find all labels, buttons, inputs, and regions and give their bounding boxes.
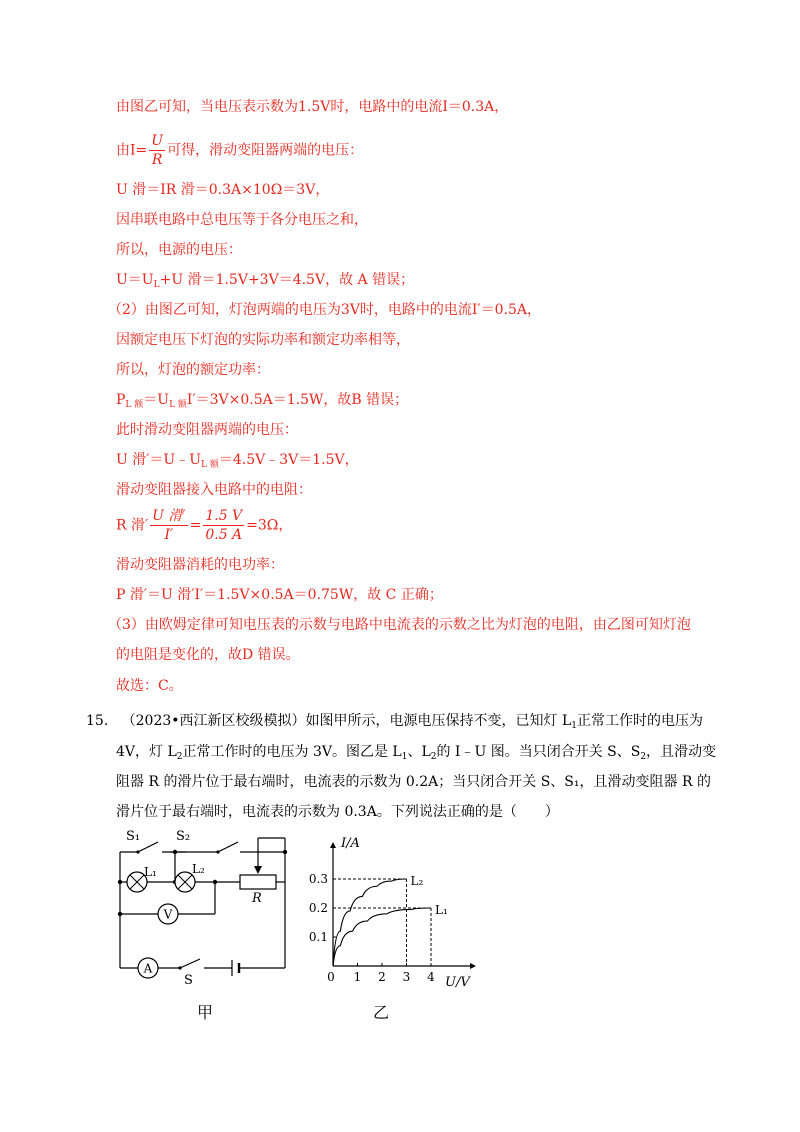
question-line-4: 滑片位于最右端时，电流表的示数为 0.3A。下列说法正确的是（ ） <box>116 804 559 820</box>
question-line-1: 15. （2023•西江新区校级模拟）如图甲所示，电源电压保持不变，已知灯 $L_1$正常工作时的电压为 <box>86 713 703 731</box>
solution-line-2: 由I= $\frac{U}{R}$ 可得，滑动变阻器两端的电压： <box>116 133 364 168</box>
x-tick-label: 1 <box>353 970 362 984</box>
solution-line-9: 所以，灯泡的额定功率： <box>116 362 270 378</box>
x-tick-label: 3 <box>402 970 411 984</box>
solution-line-10: $P_{L 额}=U_{L 额}I'=3V\times 0.5A=1.5W$，故B 错误； <box>116 392 409 410</box>
series-line-L₂ <box>333 879 407 966</box>
question-number: 15. <box>86 713 109 729</box>
switch-s1-blade <box>138 842 158 852</box>
switch-s-label: S <box>184 973 193 986</box>
lamp-l1-label: L₁ <box>144 865 157 879</box>
rheostat-slider-arrow <box>254 866 262 874</box>
circuit-diagram <box>110 826 300 986</box>
x-tick-label: 2 <box>378 970 386 984</box>
fraction-u-over-r: $\frac{U}{R}$ <box>151 133 164 168</box>
x-tick-label: 0 <box>327 970 335 984</box>
solution-line-12: U 滑$'=U﹣U_{L 额}=4.5V﹣3V=1.5V$， <box>116 452 359 470</box>
solution-line-17: （3）由欧姆定律可知电压表的示数与电路中电流表的示数之比为灯泡的电阻，由乙图可知灯泡 <box>108 617 691 633</box>
solution-line-14: R 滑′ $\frac{\text{U 滑′}}{I'}$ = $\frac{1.5 V}{0.5 A}$ =3Ω， <box>116 508 293 543</box>
solution-line-5: 所以，电源的电压： <box>116 242 242 258</box>
solution-line-7: （2）由图乙可知，灯泡两端的电压为3V时，电路中的电流I′＝0.5A， <box>108 302 542 318</box>
series-line-L₁ <box>333 908 431 966</box>
y-tick-label: 0.2 <box>308 901 328 915</box>
fraction-values: $\frac{1.5 V}{0.5 A}$ <box>205 508 243 543</box>
solution-line-18: 的电阻是变化的，故D 错误。 <box>116 647 300 663</box>
solution-line-8: 因额定电压下灯泡的实际功率和额定功率相等， <box>116 332 410 348</box>
voltmeter-label: V <box>163 907 173 922</box>
switch-s1-label: S₁ <box>126 829 141 844</box>
solution-line-4: 因串联电路中总电压等于各分电压之和， <box>116 212 368 228</box>
y-axis-arrow <box>330 842 336 848</box>
series-label: L₂ <box>410 874 424 888</box>
x-axis-arrow <box>470 963 476 969</box>
iu-chart <box>305 836 480 991</box>
y-axis-label: I/A <box>341 836 360 851</box>
x-axis-label: U/V <box>445 975 470 990</box>
solution-line-3: U 滑＝IR 滑＝0.3A×10Ω＝3V， <box>116 182 330 198</box>
lamp-l2-label: L₂ <box>192 862 205 876</box>
x-tick-label: 4 <box>427 970 435 984</box>
rheostat-label: R <box>252 891 262 906</box>
solution-line-1: 由图乙可知，当电压表示数为1.5V时，电路中的电流I＝0.3A， <box>116 99 509 115</box>
question-line-3: 阻器 R 的滑片位于最右端时，电流表的示数为 0.2A；当只闭合开关 S、S₁，且滑动变阻器 R 的 <box>116 774 711 790</box>
ammeter-label: A <box>143 961 153 976</box>
solution-line-6: $U=U_L+U$ 滑＝1.5V+3V＝4.5V，故 A 错误； <box>116 272 415 290</box>
switch-s2-blade <box>218 842 238 852</box>
solution-line-19: 故选：C。 <box>116 678 183 694</box>
switch-s2-label: S₂ <box>176 829 191 844</box>
fraction-u-slide-over-i: $\frac{\text{U 滑′}}{I'}$ <box>152 508 186 543</box>
solution-line-15: 滑动变阻器消耗的电功率： <box>116 557 284 573</box>
y-tick-label: 0.1 <box>308 930 328 944</box>
y-tick-label: 0.3 <box>308 872 328 886</box>
circuit-caption: 甲 <box>197 1003 214 1022</box>
series-label: L₁ <box>435 903 448 917</box>
solution-line-13: 滑动变阻器接入电路中的电阻： <box>116 482 312 498</box>
solution-line-16: P 滑′＝U 滑′I′＝1.5V×0.5A＝0.75W，故 C 正确； <box>116 587 443 603</box>
switch-s-blade <box>180 959 200 968</box>
solution-line-11: 此时滑动变阻器两端的电压： <box>116 422 298 438</box>
question-line-2: 4V，灯 $L_2$正常工作时的电压为 3V。图乙是 $L_1$、$L_2$的 I﹣U 图。当只闭合开关 S、$S_2$，且滑动变 <box>116 744 717 762</box>
chart-caption: 乙 <box>373 1003 390 1022</box>
